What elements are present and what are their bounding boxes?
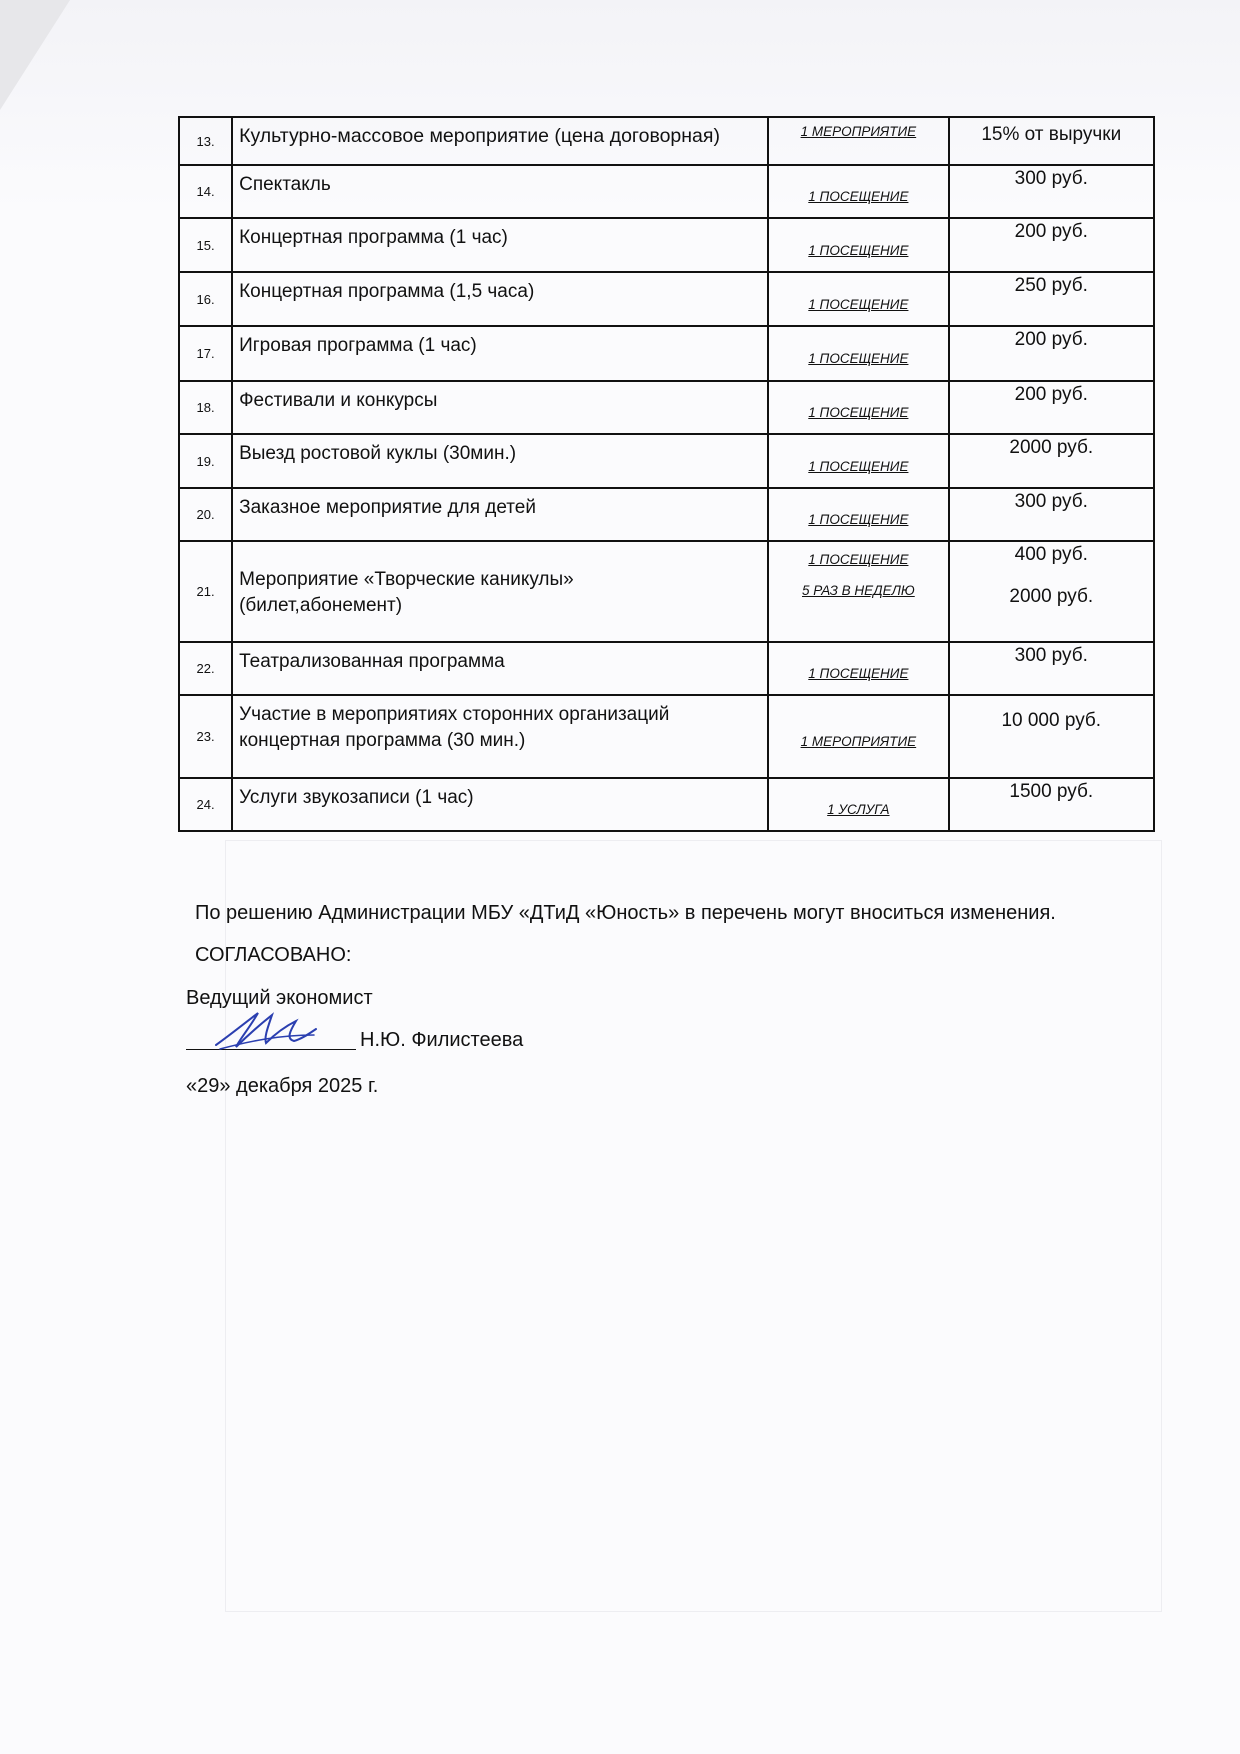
table-row [179, 165, 1154, 218]
unit-of-measure: 1 ПОСЕЩЕНИЕ [768, 218, 948, 272]
row-number: 15. [179, 218, 232, 272]
service-price: 300 руб. [949, 488, 1154, 541]
service-price: 300 руб. [949, 642, 1154, 695]
row-number: 20. [179, 488, 232, 541]
service-name: Игровая программа (1 час) [232, 326, 768, 381]
unit-of-measure: 1 ПОСЕЩЕНИЕ [768, 326, 948, 381]
service-name: Заказное мероприятие для детей [232, 488, 768, 541]
table-row [179, 695, 1154, 778]
unit-of-measure: 1 МЕРОПРИЯТИЕ [768, 695, 948, 778]
row-number: 19. [179, 434, 232, 488]
changes-note: По решению Администрации МБУ «ДТиД «Юность» в перечень могут вноситься изменения. [195, 902, 1056, 924]
unit-of-measure: 1 ПОСЕЩЕНИЕ [768, 272, 948, 326]
service-price: 200 руб. [949, 326, 1154, 381]
service-name: Культурно-массовое мероприятие (цена договорная) [232, 117, 768, 165]
price-table [178, 116, 1155, 832]
row-number: 13. [179, 117, 232, 165]
unit-of-measure [768, 541, 948, 642]
row-number: 14. [179, 165, 232, 218]
unit-of-measure: 1 ПОСЕЩЕНИЕ [768, 642, 948, 695]
agreed-heading: СОГЛАСОВАНО: [195, 944, 352, 966]
unit-line: 5 РАЗ В НЕДЕЛЮ [802, 583, 915, 598]
service-price: 10 000 руб. [949, 695, 1154, 778]
service-price [949, 541, 1154, 642]
service-price: 300 руб. [949, 165, 1154, 218]
row-number: 21. [179, 541, 232, 642]
service-name: Спектакль [232, 165, 768, 218]
service-name: Концертная программа (1 час) [232, 218, 768, 272]
unit-of-measure: 1 УСЛУГА [768, 778, 948, 831]
service-name-line: Мероприятие «Творческие каникулы» [239, 568, 574, 590]
table-row [179, 778, 1154, 831]
service-name [232, 541, 768, 642]
handwritten-signature [210, 1005, 320, 1055]
service-price: 200 руб. [949, 218, 1154, 272]
row-number: 24. [179, 778, 232, 831]
price-line: 400 руб. [1014, 544, 1088, 565]
row-number: 22. [179, 642, 232, 695]
table-row [179, 218, 1154, 272]
service-name: Фестивали и конкурсы [232, 381, 768, 434]
show-through-ghost-table [225, 840, 1162, 1612]
service-price: 250 руб. [949, 272, 1154, 326]
unit-line: 1 ПОСЕЩЕНИЕ [808, 552, 909, 567]
service-name-line: концертная программа (30 мин.) [239, 729, 526, 751]
service-price: 15% от выручки [949, 117, 1154, 165]
table-row [179, 381, 1154, 434]
service-price: 200 руб. [949, 381, 1154, 434]
table-row [179, 488, 1154, 541]
unit-of-measure: 1 ПОСЕЩЕНИЕ [768, 165, 948, 218]
row-number: 18. [179, 381, 232, 434]
table-row [179, 117, 1154, 165]
row-number: 17. [179, 326, 232, 381]
service-name: Концертная программа (1,5 часа) [232, 272, 768, 326]
row-number: 16. [179, 272, 232, 326]
service-price: 1500 руб. [949, 778, 1154, 831]
table-row [179, 272, 1154, 326]
table-row [179, 642, 1154, 695]
unit-of-measure: 1 ПОСЕЩЕНИЕ [768, 488, 948, 541]
service-name: Услуги звукозаписи (1 час) [232, 778, 768, 831]
price-line: 2000 руб. [1009, 586, 1094, 607]
service-price: 2000 руб. [949, 434, 1154, 488]
signature-date: «29» декабря 2025 г. [186, 1075, 379, 1097]
unit-of-measure: 1 ПОСЕЩЕНИЕ [768, 434, 948, 488]
service-name: Выезд ростовой куклы (30мин.) [232, 434, 768, 488]
service-name-line: Участие в мероприятиях сторонних организаций [239, 704, 670, 725]
row-number: 23. [179, 695, 232, 778]
table-row [179, 434, 1154, 488]
signer-position: Ведущий экономист [186, 987, 373, 1009]
folded-corner [0, 0, 70, 110]
table-row [179, 326, 1154, 381]
unit-of-measure: 1 ПОСЕЩЕНИЕ [768, 381, 948, 434]
service-name [232, 695, 768, 778]
service-name-line: (билет,абонемент) [239, 594, 403, 616]
table-row [179, 541, 1154, 642]
service-name: Театрализованная программа [232, 642, 768, 695]
signer-name: Н.Ю. Филистеева [360, 1029, 524, 1051]
unit-of-measure: 1 МЕРОПРИЯТИЕ [768, 117, 948, 165]
